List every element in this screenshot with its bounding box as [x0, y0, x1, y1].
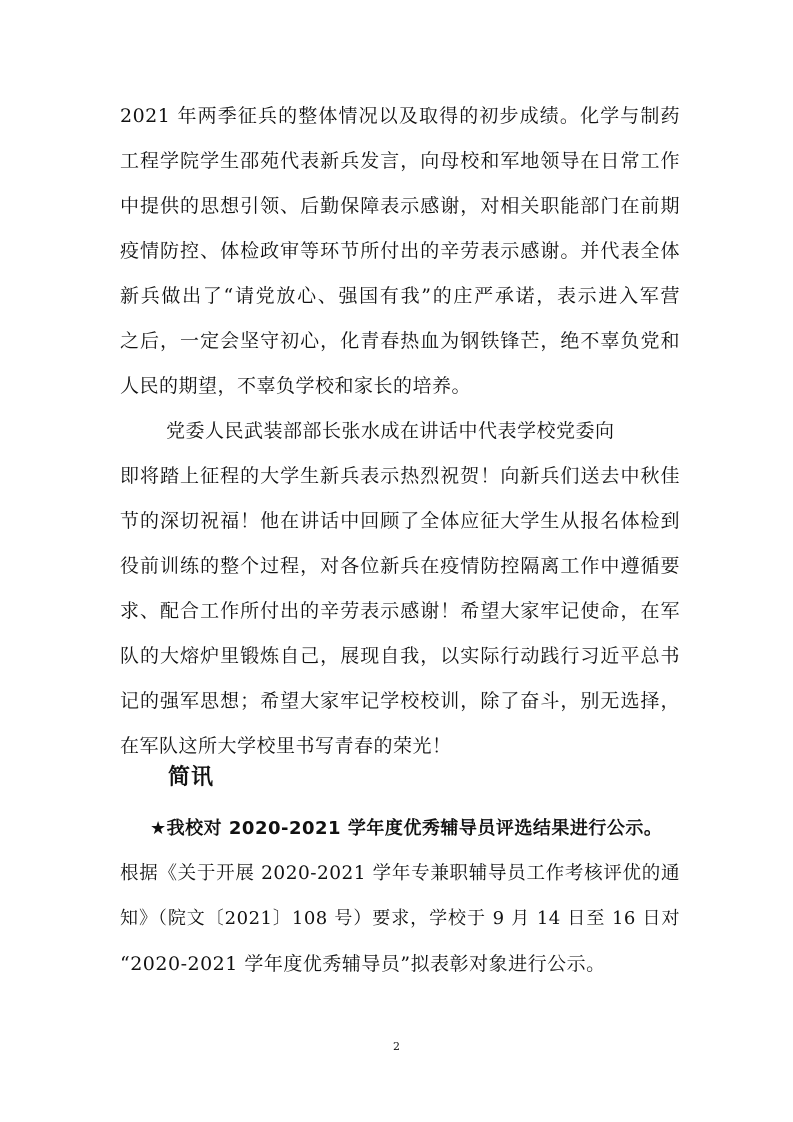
- page-number: 2: [393, 1040, 400, 1053]
- news-line: 知》（院文〔2021〕108 号）要求，学校于 9 月 14 日至 16 日对: [120, 908, 680, 929]
- body-line: 疫情防控、体检政审等环节所付出的辛劳表示感谢。并代表全体: [120, 240, 680, 262]
- body-line: 2021 年两季征兵的整体情况以及取得的初步成绩。化学与制药: [120, 105, 680, 127]
- body-line: 即将踏上征程的大学生新兵表示热烈祝贺！向新兵们送去中秋佳: [120, 465, 680, 487]
- body-line: 求、配合工作所付出的辛劳表示感谢！希望大家牢记使命，在军: [120, 600, 680, 622]
- body-line: 中提供的思想引领、后勤保障表示感谢，对相关职能部门在前期: [120, 195, 680, 217]
- body-line: 新兵做出了“请党放心、强国有我”的庄严承诺，表示进入军营: [120, 285, 680, 307]
- body-line: 之后，一定会坚守初心，化青春热血为钢铁锋芒，绝不辜负党和: [120, 330, 680, 352]
- section-title: 简讯: [168, 765, 215, 790]
- news-line: “2020-2021 学年度优秀辅导员”拟表彰对象进行公示。: [120, 953, 606, 975]
- body-line: 记的强军思想；希望大家牢记学校校训，除了奋斗，别无选择，: [120, 690, 680, 712]
- body-line: 党委人民武装部部长张水成在讲话中代表学校党委向: [166, 420, 615, 442]
- body-line: 人民的期望，不辜负学校和家长的培养。: [120, 375, 472, 397]
- news-headline: ★我校对 2020-2021 学年度优秀辅导员评选结果进行公示。: [150, 818, 663, 839]
- body-line: 节的深切祝福！他在讲话中回顾了全体应征大学生从报名体检到: [120, 510, 680, 532]
- body-line: 工程学院学生邵苑代表新兵发言，向母校和军地领导在日常工作: [120, 150, 680, 172]
- body-line: 在军队这所大学校里书写青春的荣光！: [120, 735, 452, 757]
- body-line: 队的大熔炉里锻炼自己，展现自我，以实际行动践行习近平总书: [120, 645, 680, 667]
- body-line: 役前训练的整个过程，对各位新兵在疫情防控隔离工作中遵循要: [120, 555, 680, 577]
- news-line: 根据《关于开展 2020-2021 学年专兼职辅导员工作考核评优的通: [120, 863, 680, 884]
